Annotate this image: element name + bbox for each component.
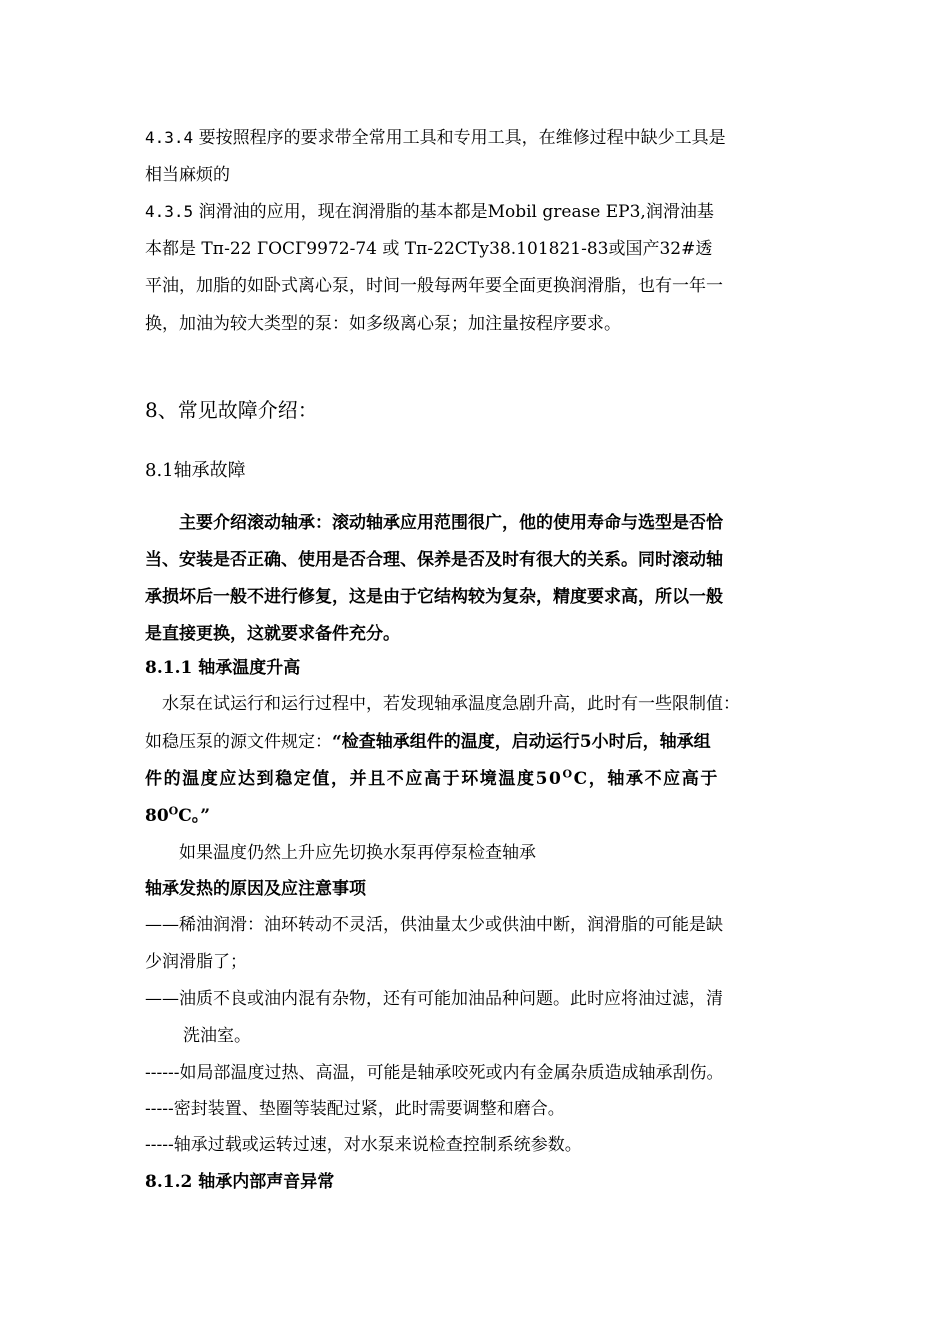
list-item: -----轴承过载或运转过速，对水泵来说检查控制系统参数。 (145, 1135, 582, 1155)
paragraph-line: 主要介绍滚动轴承：滚动轴承应用范围很广，他的使用寿命与选型是否恰 (179, 513, 723, 533)
paragraph-text: 润滑油的应用，现在润滑脂的基本都是Mobil grease EP3,润滑油基 (193, 202, 714, 222)
paragraph-line: 当、安装是否正确、使用是否合理、保养是否及时有很大的关系。同时滚动轴 (145, 550, 723, 570)
paragraph-line (145, 727, 817, 757)
paragraph-line: 相当麻烦的 (145, 165, 230, 185)
paragraph-text: 如稳压泵的源文件规定： (145, 732, 332, 752)
quoted-text: C。” (178, 806, 211, 826)
paragraph-line (145, 764, 817, 794)
list-item-continuation: 少润滑脂了； (145, 952, 247, 972)
heading-bearing-faults: 8.1轴承故障 (145, 460, 246, 481)
list-item: ——油质不良或油内混有杂物，还有可能加油品种问题。此时应将油过滤，清 (145, 989, 723, 1009)
paragraph-line: 承损坏后一般不进行修复，这是由于它结构较为复杂，精度要求高，所以一般 (145, 587, 723, 607)
heading-common-faults: 8、常见故障介绍： (145, 398, 318, 422)
quoted-text: 80 (145, 806, 169, 826)
list-item-continuation: 洗油室。 (183, 1026, 251, 1046)
quoted-text: C，轴承不应高于 (573, 769, 719, 789)
section-number: 4.3.4 (145, 128, 194, 147)
superscript: O (562, 767, 574, 781)
list-item: -----密封装置、垫圈等装配过紧，此时需要调整和磨合。 (145, 1099, 565, 1119)
paragraph-line: 换，加油为较大类型的泵：如多级离心泵；加注量按程序要求。 (145, 314, 621, 334)
paragraph-line: 水泵在试运行和运行过程中，若发现轴承温度急剧升高，此时有一些限制值： (162, 694, 740, 714)
paragraph-line: 本都是 Тп-22 ГОСГ9972-74 或 Тп-22СТу38.101821-83或国产32#透 (145, 239, 713, 259)
paragraph-text: 要按照程序的要求带全常用工具和专用工具，在维修过程中缺少工具是 (193, 128, 726, 148)
heading-bearing-noise: 8.1.2 轴承内部声音异常 (145, 1172, 335, 1192)
list-item: ——稀油润滑：油环转动不灵活，供油量太少或供油中断，润滑脂的可能是缺 (145, 915, 723, 935)
superscript: O (168, 804, 179, 818)
quoted-text: “检查轴承组件的温度，启动运行5小时后，轴承组 (332, 732, 711, 752)
paragraph-line (145, 801, 817, 831)
paragraph-line: 是直接更换，这就要求备件充分。 (145, 624, 400, 644)
heading-bearing-temperature: 8.1.1 轴承温度升高 (145, 658, 301, 678)
quoted-text: 件的温度应达到稳定值，并且不应高于环境温度50 (145, 769, 563, 789)
paragraph-line (145, 123, 817, 153)
paragraph-temperature-note: 如果温度仍然上升应先切换水泵再停泵检查轴承 (179, 843, 536, 863)
paragraph-line: 平油，加脂的如卧式离心泵，时间一般每两年要全面更换润滑脂，也有一年一 (145, 276, 723, 296)
section-number: 4.3.5 (145, 202, 194, 221)
heading-heat-causes: 轴承发热的原因及应注意事项 (145, 879, 366, 899)
paragraph-line (145, 197, 817, 227)
list-item: ------如局部温度过热、高温，可能是轴承咬死或内有金属杂质造成轴承刮伤。 (145, 1063, 724, 1083)
